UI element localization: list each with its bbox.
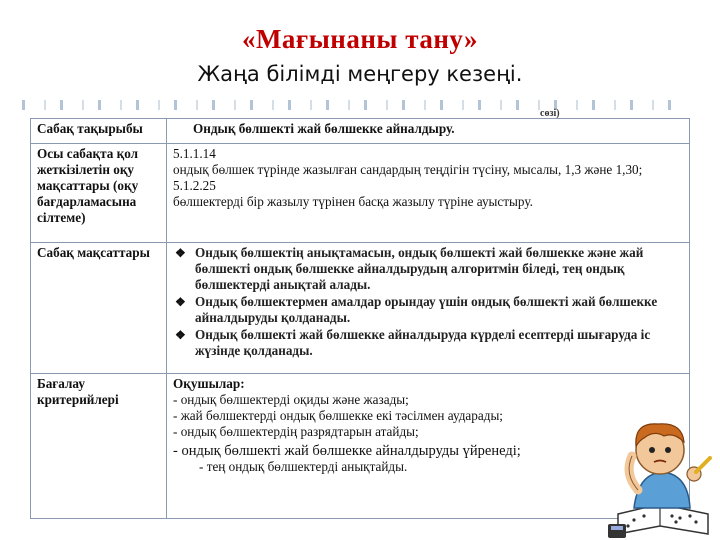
criteria-line: - тең ондық бөлшектерді анықтайды. bbox=[199, 459, 408, 474]
thinking-student-icon bbox=[604, 412, 720, 540]
objective-code-1: 5.1.1.14 bbox=[173, 146, 216, 161]
criteria-line: - ондық бөлшекті жай бөлшекке айналдыруды үйренеді; bbox=[173, 443, 521, 459]
criteria-line: - жай бөлшектерді ондық бөлшекке екі тәсілмен аударады; bbox=[173, 408, 503, 423]
objective-text-2: бөлшектерді бір жазылу түрінен басқа жазылу түріне ауыстыру. bbox=[173, 194, 533, 209]
aim-text: Ондық бөлшектің анықтамасын, ондық бөлшекті жай бөлшекке және жай бөлшекті ондық бөлшекке айналдырудың алгоритмін біледі, тең ондық бөлшектерді анықтай алады. bbox=[195, 245, 644, 292]
diamond-bullet-icon: ❖ bbox=[175, 246, 186, 260]
table-row bbox=[31, 119, 690, 144]
aim-text: Ондық бөлшекті жай бөлшекке айналдыруда күрделі есептерді шығаруда іс жүзінде қолданады. bbox=[195, 327, 651, 358]
aims-label: Сабақ мақсаттары bbox=[31, 243, 167, 374]
lesson-plan-table bbox=[30, 118, 690, 519]
diamond-bullet-icon: ❖ bbox=[175, 328, 186, 342]
topic-label: Сабақ тақырыбы bbox=[31, 119, 167, 144]
objective-text-1: ондық бөлшек түрінде жазылған сандардың теңдігін түсіну, мысалы, 1,3 және 1,30; bbox=[173, 162, 643, 177]
table-row bbox=[31, 243, 690, 374]
objectives-label: Осы сабақта қол жеткізілетін оқу мақсаттары (оқу бағдарламасына сілтеме) bbox=[31, 144, 167, 243]
objectives-cell bbox=[167, 144, 690, 243]
scan-header-strip bbox=[22, 100, 690, 110]
slide-title: «Мағынаны тану» bbox=[241, 24, 479, 54]
aims-cell bbox=[167, 243, 690, 374]
criteria-intro: Оқушылар: bbox=[173, 376, 245, 391]
slide-subtitle: Жаңа білімді меңгеру кезеңі. bbox=[197, 62, 523, 86]
criteria-label: Бағалау критерийлері bbox=[31, 374, 167, 519]
topic-value: Ондық бөлшекті жай бөлшекке айналдыру. bbox=[167, 119, 690, 144]
table-row bbox=[31, 374, 690, 519]
table-row bbox=[31, 144, 690, 243]
objective-code-2: 5.1.2.25 bbox=[173, 178, 216, 193]
list-item bbox=[173, 294, 683, 326]
scan-fragment-text: сөзі) bbox=[540, 108, 560, 119]
aim-text: Ондық бөлшектермен амалдар орындау үшін ондық бөлшекті жай бөлшекке айналдыруды қолданады. bbox=[195, 294, 658, 325]
list-item bbox=[173, 245, 683, 293]
criteria-line: - ондық бөлшектердің разрядтарын атайды; bbox=[173, 424, 419, 439]
list-item bbox=[173, 327, 683, 359]
aims-list bbox=[173, 245, 683, 359]
criteria-line: - ондық бөлшектерді оқиды және жазады; bbox=[173, 392, 409, 407]
diamond-bullet-icon: ❖ bbox=[175, 295, 186, 309]
